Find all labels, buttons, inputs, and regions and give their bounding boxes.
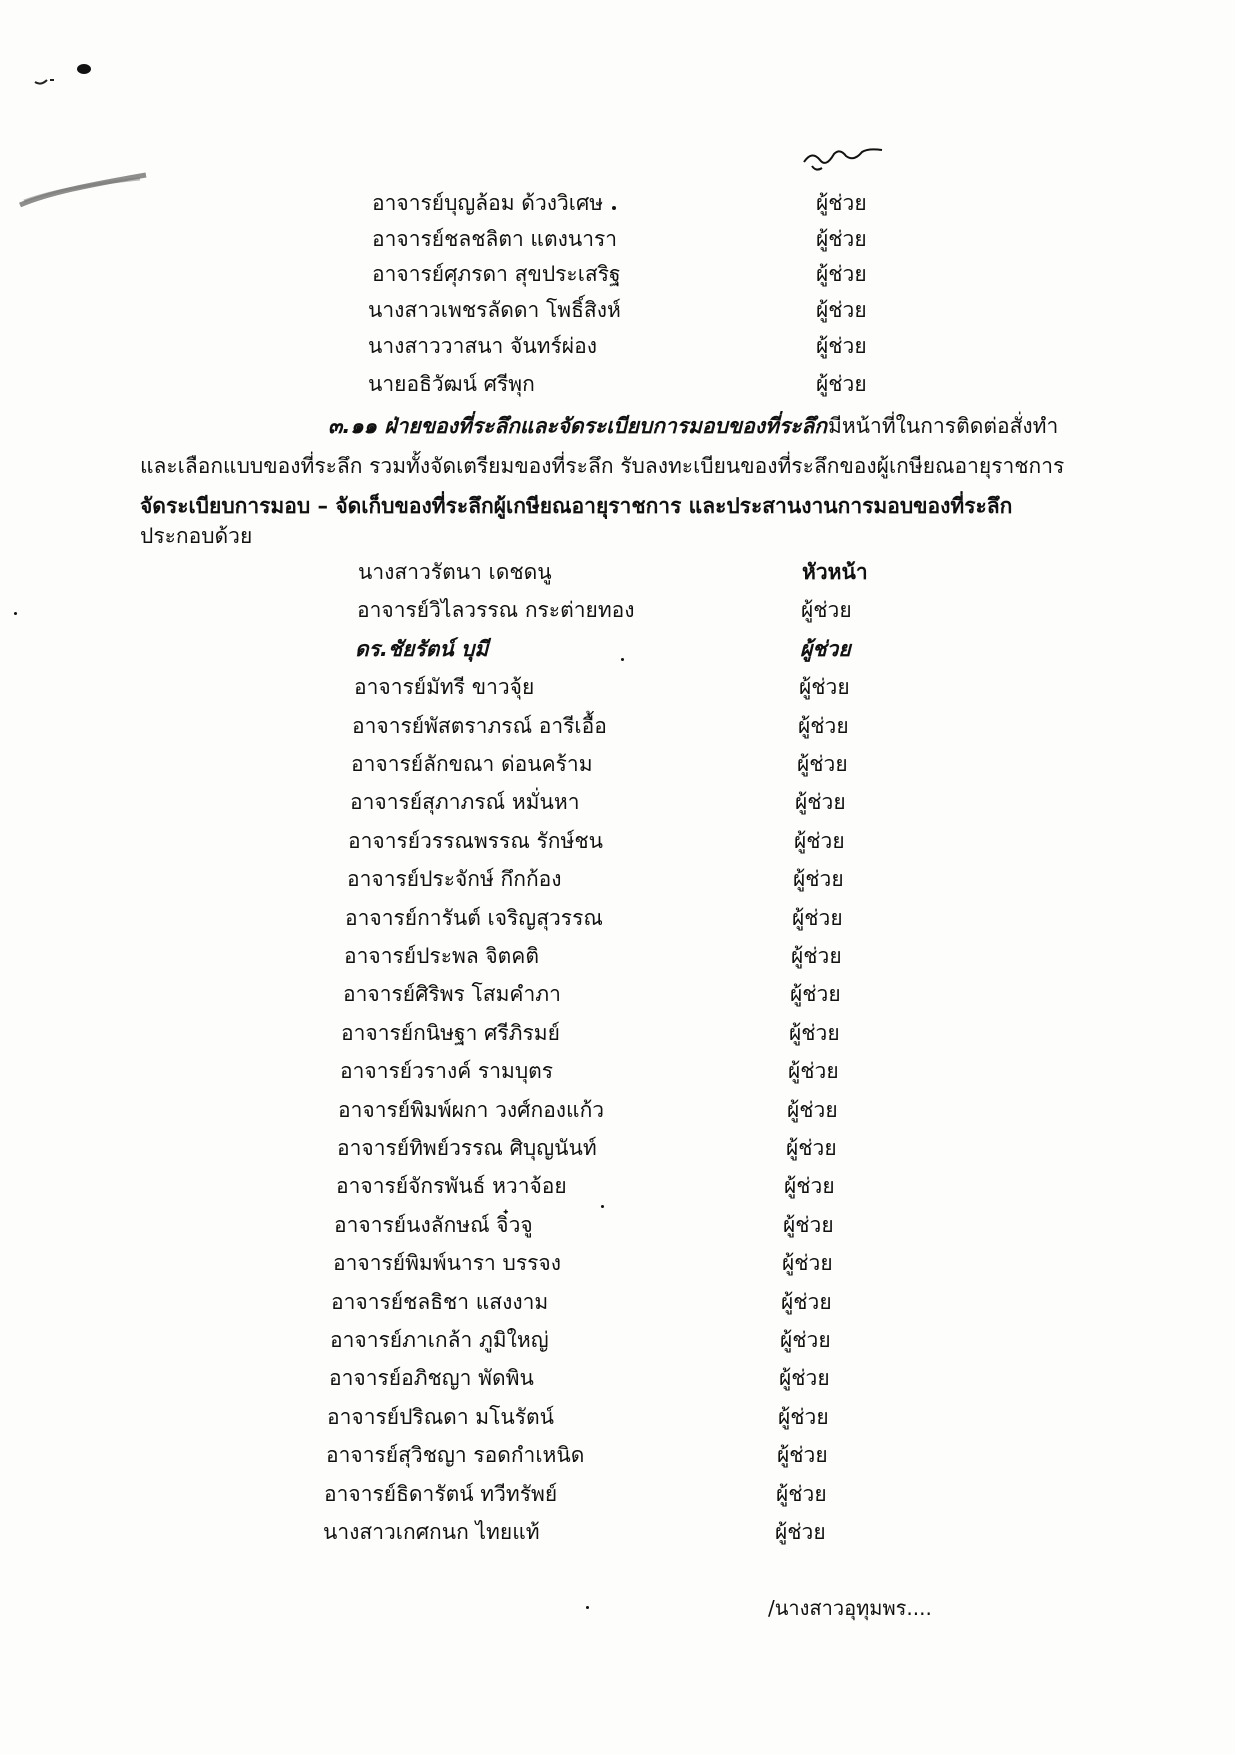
member-name: อาจารย์ภาเกล้า ภูมิใหญ่ [330,1328,549,1352]
member-name: อาจารย์จักรพันธ์ หวาจ้อย [336,1174,567,1198]
member-role: ผู้ช่วย [789,1021,840,1045]
staff-role: ผู้ช่วย [816,298,867,322]
member-name: นางสาวรัตนา เดชดนู [358,560,552,584]
member-name: นางสาวเกศกนก ไทยแท้ [323,1520,540,1544]
member-role: ผู้ช่วย [797,752,848,776]
member-role: ผู้ช่วย [787,1098,838,1122]
member-name: อาจารย์ประจักษ์ กึกก้อง [347,867,562,891]
member-role: ผู้ช่วย [792,906,843,930]
member-name: อาจารย์สุวิชญา รอดกำเหนิด [326,1443,585,1467]
member-name: อาจารย์กนิษฐา ศรีภิรมย์ [341,1021,560,1045]
staff-role: ผู้ช่วย [816,227,867,251]
staff-role: ผู้ช่วย [816,191,867,215]
member-name: อาจารย์วรางค์ รามบุตร [340,1059,554,1083]
member-name: อาจารย์มัทรี ขาวจุ้ย [354,675,535,699]
speck [14,612,17,615]
section-heading: ๓.๑๑ ฝ่ายของที่ระลึกและจัดระเบียบการมอบของที่ระลึก [328,414,828,438]
member-name: อาจารย์วรรณพรรณ รักษ์ชน [348,829,603,853]
member-name: อาจารย์สุภาภรณ์ หมั่นหา [350,790,580,814]
staff-name: นายอธิวัฒน์ ศรีพุก [368,372,535,396]
member-role: ผู้ช่วย [782,1251,833,1275]
signature-mark [800,142,890,177]
scan-smudge-left [18,165,148,210]
member-role: ผู้ช่วย [779,1366,830,1390]
member-role: ผู้ช่วย [800,637,851,661]
member-name: อาจารย์ชลธิชา แสงงาม [331,1290,549,1314]
member-name: อาจารย์ลักขณา ด่อนคร้าม [351,752,593,776]
member-role: หัวหน้า [802,560,868,584]
member-name: อาจารย์ปริณดา มโนรัตน์ [327,1405,555,1429]
member-role: ผู้ช่วย [777,1443,828,1467]
staff-name: อาจารย์บุญล้อม ด้วงวิเศษ [372,191,604,215]
member-role: ผู้ช่วย [798,714,849,738]
member-role: ผู้ช่วย [786,1136,837,1160]
member-role: ผู้ช่วย [793,867,844,891]
speck [621,658,624,661]
section-text-line-2: และเลือกแบบของที่ระลึก รวมทั้งจัดเตรียมของที่ระลึก รับลงทะเบียนของที่ระลึกของผู้เกษียณอายุราชการ [140,454,1065,478]
speck [601,1205,604,1208]
speck [612,206,616,210]
member-role: ผู้ช่วย [780,1328,831,1352]
member-name: อาจารย์ประพล จิตคติ [344,944,539,968]
member-name: อาจารย์นงลักษณ์ จิ๋วจู [334,1213,533,1237]
member-role: ผู้ช่วย [794,829,845,853]
section-text-line-4: ประกอบด้วย [140,524,253,548]
member-role: ผู้ช่วย [801,598,852,622]
staff-name: อาจารย์ศุภรดา สุขประเสริฐ [372,262,621,286]
member-name: อาจารย์วิไลวรรณ กระต่ายทอง [357,598,635,622]
member-role: ผู้ช่วย [799,675,850,699]
staff-name: อาจารย์ชลชลิตา แตงนารา [372,227,618,251]
member-role: ผู้ช่วย [790,982,841,1006]
member-name: อาจารย์พิมพ์ผกา วงศ์กองแก้ว [338,1098,605,1122]
member-role: ผู้ช่วย [783,1213,834,1237]
member-name: อาจารย์พิมพ์นารา บรรจง [333,1251,561,1275]
member-role: ผู้ช่วย [788,1059,839,1083]
member-name: อาจารย์ศิริพร โสมคำภา [343,982,561,1006]
staff-name: นางสาววาสนา จันทร์ผ่อง [368,334,597,358]
scan-mark-topleft [30,60,100,90]
member-role: ผู้ช่วย [778,1405,829,1429]
section-heading-continuation: มีหน้าที่ในการติดต่อสั่งทำ [828,414,1059,438]
member-role: ผู้ช่วย [791,944,842,968]
member-name: ดร.ชัยรัตน์ บุมี [355,637,489,661]
section-text-line-3: จัดระเบียบการมอบ – จัดเก็บของที่ระลึกผู้เกษียณอายุราชการ และประสานงานการมอบของที่ระลึก [140,494,1013,518]
member-role: ผู้ช่วย [781,1290,832,1314]
speck [586,1606,589,1609]
member-role: ผู้ช่วย [784,1174,835,1198]
member-role: ผู้ช่วย [775,1520,826,1544]
member-name: อาจารย์ทิพย์วรรณ ศิบุญนันท์ [337,1136,597,1160]
member-role: ผู้ช่วย [776,1482,827,1506]
staff-role: ผู้ช่วย [816,262,867,286]
staff-name: นางสาวเพชรลัดดา โพธิ์สิงห์ [368,298,621,322]
member-role: ผู้ช่วย [795,790,846,814]
continuation-note: /นางสาวอุทุมพร.... [768,1596,932,1620]
member-name: อาจารย์ธิดารัตน์ ทวีทรัพย์ [324,1482,558,1506]
staff-role: ผู้ช่วย [816,372,867,396]
staff-role: ผู้ช่วย [816,334,867,358]
member-name: อาจารย์อภิชญา พัดพิน [329,1366,534,1390]
member-name: อาจารย์การันต์ เจริญสุวรรณ [345,906,603,930]
member-name: อาจารย์พัสตราภรณ์ อารีเอื้อ [352,714,607,738]
